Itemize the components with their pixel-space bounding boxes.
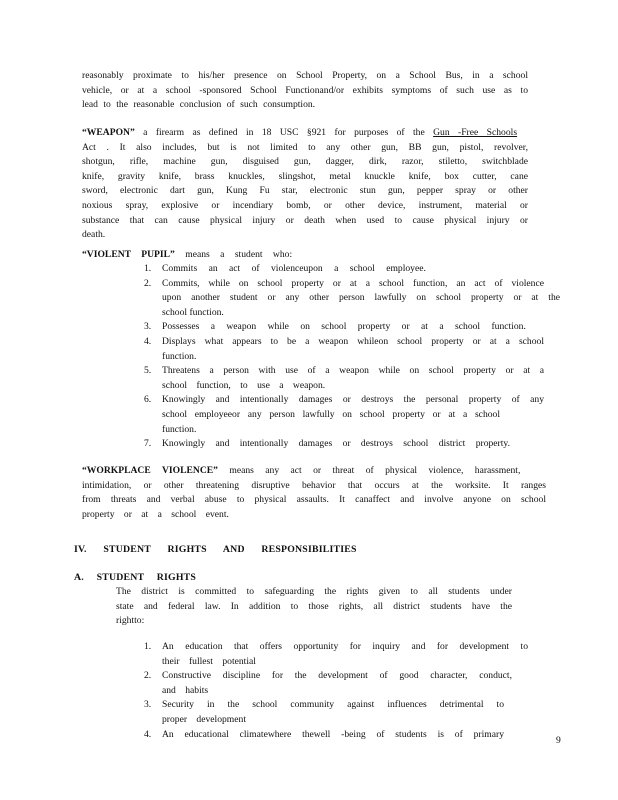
list-item-number: 1. bbox=[144, 263, 152, 274]
list-item-number: 6. bbox=[144, 394, 152, 406]
weapon-line: shotgun, rifle, machine gun, disguised gun, dagger, dirk, razor, stiletto, switchblade bbox=[82, 156, 528, 168]
section-heading: IV. STUDENT RIGHTS AND RESPONSIBILITIES bbox=[74, 544, 357, 555]
weapon-line: knife, gravity knife, brass knuckles, slingshot, metal knuckle knife, box cutter, cane bbox=[82, 170, 528, 182]
workplace-violence-first-text: means any act or threat of physical violence, harassment, bbox=[217, 465, 521, 476]
list-item-number: 2. bbox=[144, 670, 152, 682]
list-item bbox=[144, 640, 530, 669]
list-item-number: 4. bbox=[144, 335, 152, 347]
list-item-text: Commits, while on school property or at a school function, an act of violence bbox=[162, 277, 544, 289]
list-item bbox=[144, 728, 530, 743]
list-item-text: Displays what appears to be a weapon whileon school property or at a school bbox=[162, 335, 544, 347]
list-item bbox=[144, 262, 560, 277]
list-item-number: 5. bbox=[144, 365, 152, 377]
intro-line: reasonably proximate to his/her presence on School Property, on a School Bus, in a school bbox=[82, 70, 528, 81]
intro-line: vehicle, or at a school -sponsored School Functionand/or exhibits symptoms of such use as to bbox=[82, 84, 528, 96]
page-number: 9 bbox=[556, 735, 561, 746]
list-item-number: 1. bbox=[144, 641, 152, 652]
workplace-line: from threats and verbal abuse to physical assaults. It canaffect and involve anyone on school bbox=[82, 494, 546, 506]
list-item-text: their fullest potential bbox=[162, 655, 256, 667]
rights-intro-line: rightto: bbox=[116, 615, 145, 627]
violent-pupil-term: “VIOLENT PUPIL” bbox=[82, 249, 175, 260]
list-item-text: Possesses a weapon while on school property or at a school function. bbox=[162, 321, 526, 333]
list-item-text: school function, to use a weapon. bbox=[162, 379, 326, 391]
violent-pupil-list bbox=[144, 262, 560, 452]
violent-pupil-intro-text: means a student who: bbox=[174, 249, 293, 260]
rights-intro-line: state and federal law. In addition to those rights, all district students have the bbox=[116, 600, 512, 612]
list-item bbox=[144, 698, 530, 727]
list-item-text: Threatens a person with use of a weapon while on school property or at a bbox=[162, 365, 544, 377]
weapon-first-text: a firearm as defined in 18 USC §921 for purposes of the bbox=[134, 127, 434, 138]
rights-intro-paragraph bbox=[116, 585, 512, 629]
subsection-heading: A. STUDENT RIGHTS bbox=[74, 572, 197, 583]
weapon-term: “WEAPON” bbox=[82, 127, 135, 138]
list-item-text: function. bbox=[162, 350, 197, 362]
weapon-line: substance that can cause physical injury or death when used to cause physical injury or bbox=[82, 214, 528, 226]
list-item bbox=[144, 335, 560, 364]
list-item-text: upon another student or any other person lawfully on school property or at the bbox=[162, 292, 560, 304]
list-item-number: 7. bbox=[144, 438, 152, 450]
weapon-definition bbox=[82, 126, 528, 243]
list-item bbox=[144, 669, 530, 698]
rights-intro-line: The district is committed to safeguarding the rights given to all students under bbox=[116, 586, 512, 597]
rights-list bbox=[144, 640, 530, 742]
list-item-text: An education that offers opportunity for inquiry and for development to bbox=[162, 641, 528, 652]
list-item-text: school employeeor any person lawfully on school property or at a school bbox=[162, 408, 500, 420]
list-item-text: school function. bbox=[162, 306, 224, 318]
list-item-number: 4. bbox=[144, 728, 152, 740]
list-item bbox=[144, 437, 560, 452]
weapon-first-line bbox=[82, 126, 528, 141]
list-item-text: Knowingly and intentionally damages or destroys the personal property of any bbox=[162, 394, 544, 406]
weapon-line: sword, electronic dart gun, Kung Fu star, electronic stun gun, pepper spray or other bbox=[82, 185, 528, 197]
workplace-line: property or at a school event. bbox=[82, 508, 229, 520]
list-item bbox=[144, 320, 560, 335]
weapon-line: death. bbox=[82, 229, 106, 241]
list-item bbox=[144, 393, 560, 437]
weapon-line: Act . It also includes, but is not limited to any other gun, BB gun, pistol, revolver, bbox=[82, 141, 528, 153]
violent-pupil-intro bbox=[82, 248, 382, 263]
list-item bbox=[144, 277, 560, 321]
workplace-line: intimidation, or other threatening disruptive behavior that occurs at the worksite. It ranges bbox=[82, 479, 546, 491]
list-item-number: 3. bbox=[144, 321, 152, 333]
list-item-text: An educational climatewhere thewell -being of students is of primary bbox=[162, 728, 504, 740]
intro-line: lead to the reasonable conclusion of such consumption. bbox=[82, 99, 316, 111]
list-item-number: 3. bbox=[144, 699, 152, 711]
gun-free-schools-link[interactable]: Gun -Free Schools bbox=[433, 127, 518, 138]
list-item bbox=[144, 364, 560, 393]
weapon-line: noxious spray, explosive or incendiary bomb, or other device, instrument, material or bbox=[82, 199, 528, 211]
list-item-text: Security in the school community against influences detrimental to bbox=[162, 699, 504, 711]
intro-paragraph bbox=[82, 69, 528, 113]
list-item-text: function. bbox=[162, 423, 197, 435]
list-item-text: Commits an act of violenceupon a school employee. bbox=[162, 263, 426, 274]
list-item-text: Constructive discipline for the development of good character, conduct, bbox=[162, 670, 512, 682]
list-item-number: 2. bbox=[144, 277, 152, 289]
workplace-violence-definition bbox=[82, 464, 546, 522]
workplace-violence-term: “WORKPLACE VIOLENCE” bbox=[82, 465, 218, 476]
list-item-text: Knowingly and intentionally damages or destroys school district property. bbox=[162, 438, 510, 450]
list-item-text: and habits bbox=[162, 684, 209, 696]
list-item-text: proper development bbox=[162, 713, 246, 725]
